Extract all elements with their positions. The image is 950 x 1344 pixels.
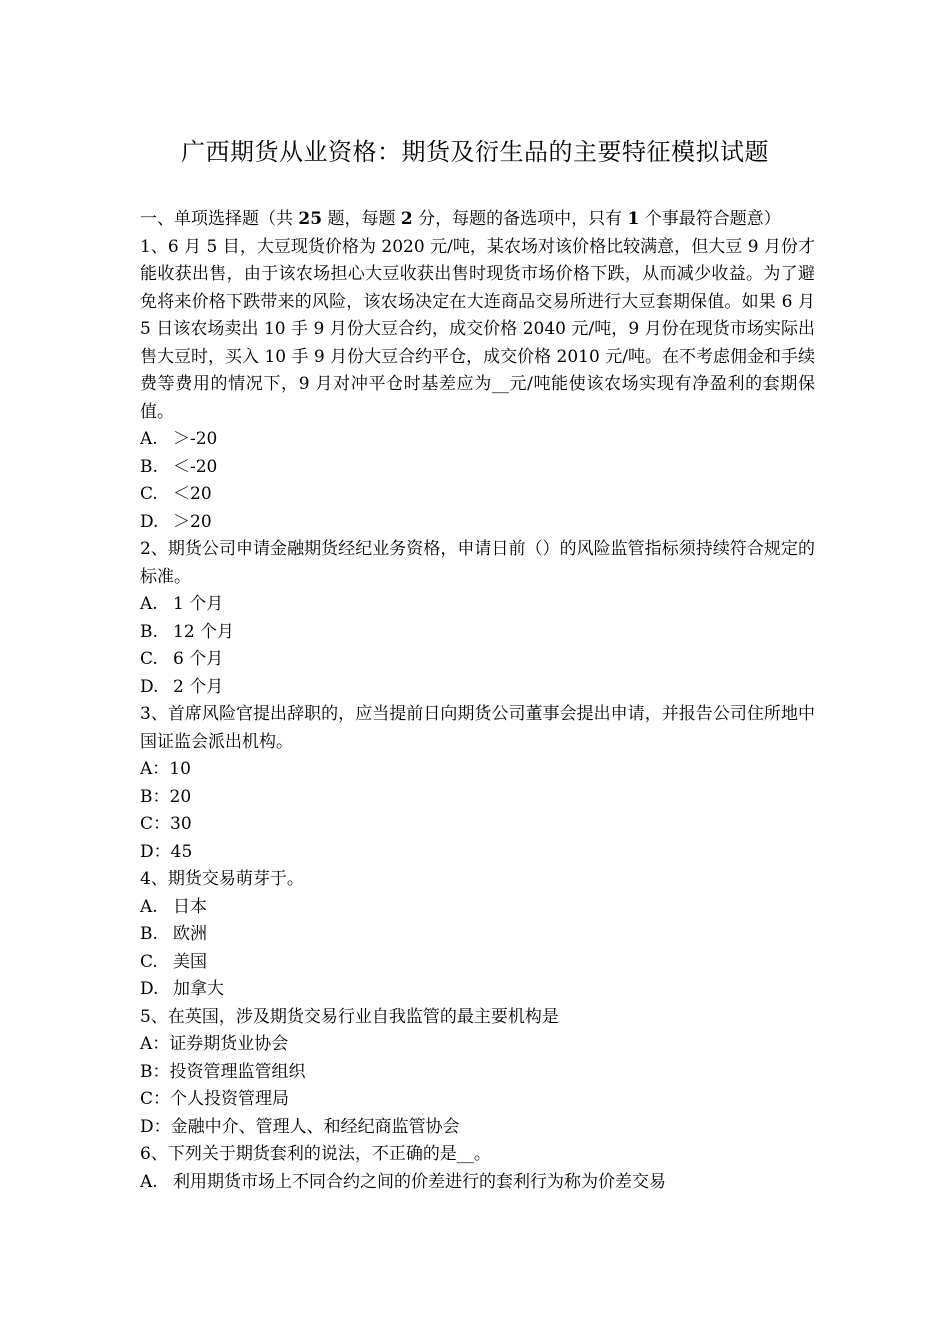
document-body — [140, 206, 815, 1196]
question-5-option-c: C：个人投资管理局 — [140, 1089, 290, 1109]
question-4-option-d: D. 加拿大 — [140, 979, 224, 999]
question-3-option-c: C：30 — [140, 814, 192, 834]
question-3-option-a: A：10 — [140, 759, 191, 779]
question-2-option-a: A. 1 个月 — [140, 594, 224, 614]
question-score: 2 — [400, 209, 413, 229]
question-2-option-c: C. 6 个月 — [140, 649, 224, 669]
question-1-option-c: C. ＜20 — [140, 484, 212, 504]
question-1-option-b: B. ＜-20 — [140, 456, 218, 477]
section-heading — [140, 206, 815, 234]
answer-count: 1 — [627, 209, 640, 229]
question-5-option-a: A：证券期货业协会 — [140, 1034, 289, 1054]
section-heading-mid1: 题，每题 — [322, 209, 401, 229]
question-3-option-d: D：45 — [140, 841, 193, 862]
question-2-text: 2、期货公司申请金融期货经纪业务资格，申请日前（）的风险监管指标须持续符合规定的标准。 — [140, 539, 815, 587]
question-1-option-d: D. ＞20 — [140, 511, 212, 532]
question-6-text: 6、下列关于期货套利的说法，不正确的是__。 — [140, 1144, 491, 1164]
question-5-option-b: B：投资管理监管组织 — [140, 1061, 306, 1082]
document-title: 广西期货从业资格：期货及衍生品的主要特征模拟试题 — [181, 138, 769, 166]
section-heading-mid2: 分，每题的备选项中，只有 — [412, 209, 628, 229]
question-2-option-d: D. 2 个月 — [140, 676, 224, 697]
question-5-text: 5、在英国，涉及期货交易行业自我监管的最主要机构是 — [140, 1006, 559, 1027]
question-1-option-a: A. ＞-20 — [140, 429, 218, 449]
question-1-text: 1、6 月 5 目，大豆现货价格为 2020 元/吨，某农场对该价格比较满意，但大豆 9 月份才能收获出售，由于该农场担心大豆收获出售时现货市场价格下跌，从而减少收益。为了避免将来价格下跌带来的风险，该农场决定在大连商品交易所进行大豆套期保值。如果 6 月 5 日该农场卖出 10 手 9 月份大豆合约，成交价格 2040 元/吨，9 月份在现货市场实际出售大豆时，买入 10 手 9 月份大豆合约平仓，成交价格 2010 元/吨。在不考虑佣金和手续费等费用的情况下，9 月对冲平仓时基差应为__元/吨能使该农场实现有净盈利的套期保值。 — [140, 236, 815, 422]
question-4-option-b: B. 欧洲 — [140, 924, 207, 944]
question-6-option-a: A. 利用期货市场上不同合约之间的价差进行的套利行为称为价差交易 — [140, 1171, 666, 1192]
question-4-text: 4、期货交易萌芽于。 — [140, 869, 304, 889]
question-5-option-d: D：金融中介、管理人、和经纪商监管协会 — [140, 1116, 460, 1137]
question-2-option-b: B. 12 个月 — [140, 621, 235, 642]
question-4-option-c: C. 美国 — [140, 951, 207, 972]
section-heading-suffix: 个事最符合题意） — [639, 209, 781, 229]
question-4-option-a: A. 日本 — [140, 896, 207, 917]
question-3-option-b: B：20 — [140, 786, 192, 807]
section-heading-prefix: 一、单项选择题（共 — [140, 209, 299, 229]
question-3-text: 3、首席风险官提出辞职的，应当提前日向期货公司董事会提出申请，并报告公司住所地中国证监会派出机构。 — [140, 704, 815, 752]
question-count: 25 — [298, 209, 323, 229]
